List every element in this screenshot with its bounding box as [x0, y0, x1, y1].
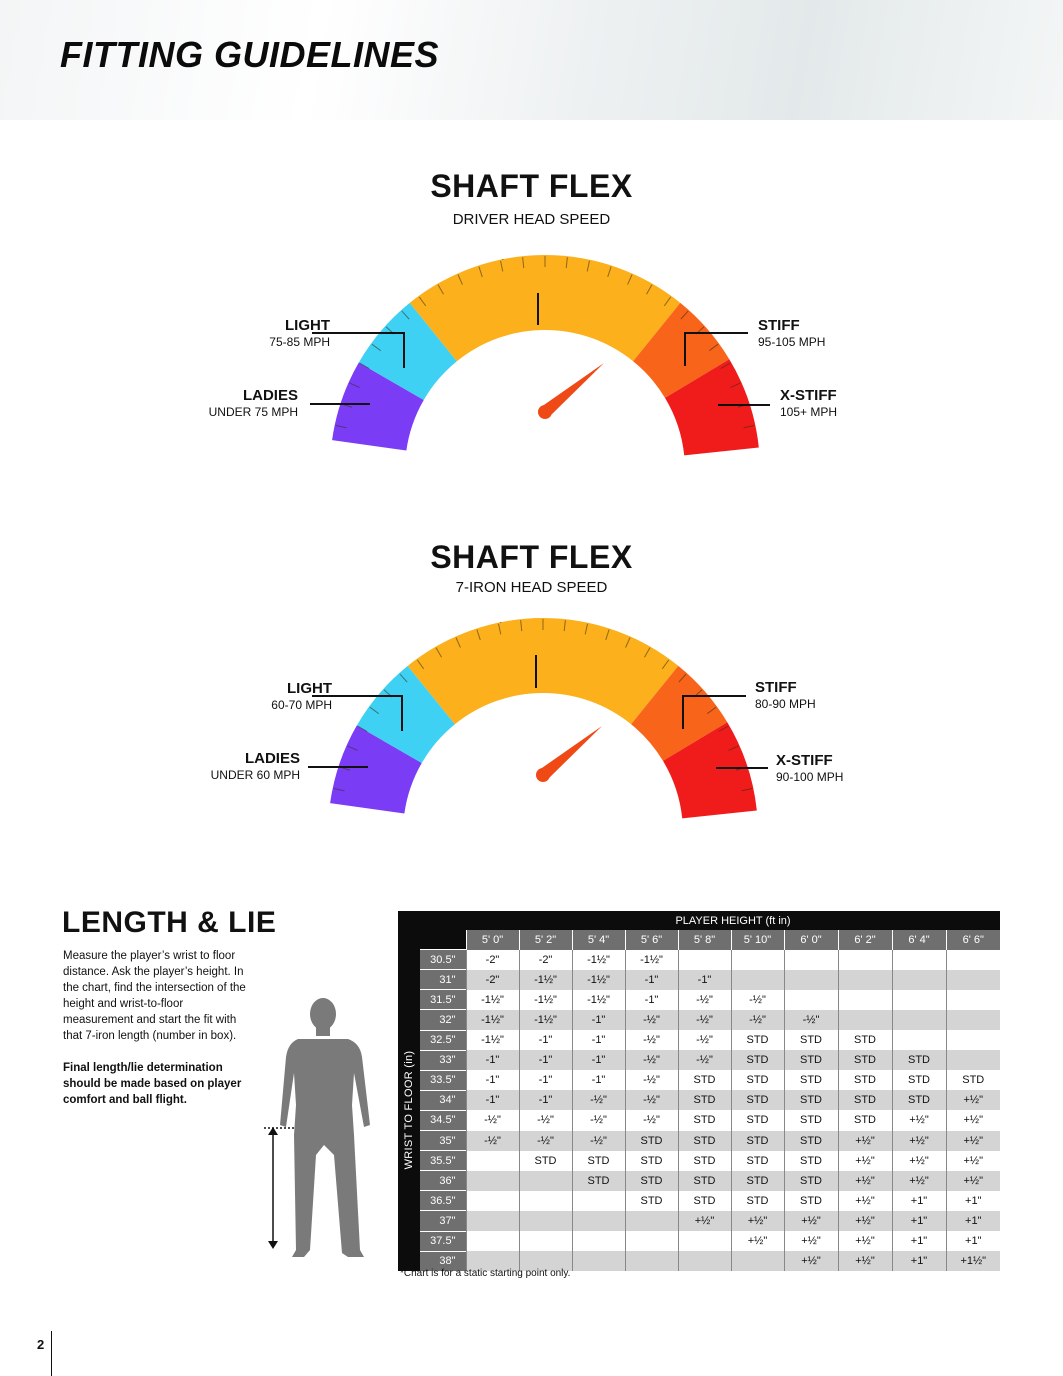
table-cell: STD — [572, 1151, 625, 1171]
table-cell: STD — [678, 1191, 731, 1211]
stiff-range: 80-90 MPH — [755, 697, 816, 711]
table-cell: -1½" — [519, 1010, 572, 1030]
table-cell: +1½" — [946, 1251, 1000, 1271]
x-stiff-label: X-STIFF — [780, 387, 837, 404]
table-cell: -1" — [572, 1030, 625, 1050]
table-cell: -1½" — [519, 970, 572, 990]
table-cell: +½" — [731, 1231, 784, 1251]
table-cell — [784, 950, 838, 970]
table-cell: -½" — [784, 1010, 838, 1030]
ladies-label: LADIES — [244, 750, 300, 767]
table-cell: -1½" — [572, 950, 625, 970]
table-cell: -1" — [678, 970, 731, 990]
row-header: 31" — [420, 970, 466, 990]
table-cell: -1" — [572, 1050, 625, 1070]
table-cell — [625, 1231, 678, 1251]
player-height-header: PLAYER HEIGHT (ft in) — [466, 911, 1000, 930]
table-cell: -½" — [466, 1131, 519, 1151]
table-cell: +½" — [892, 1171, 946, 1191]
table-cell — [731, 950, 784, 970]
table-cell: STD — [731, 1151, 784, 1171]
table-cell — [519, 1211, 572, 1231]
table-cell: -2" — [519, 950, 572, 970]
table-corner — [398, 911, 466, 930]
table-cell: STD — [784, 1030, 838, 1050]
table-corner — [398, 930, 466, 950]
light-range: 60-70 MPH — [271, 698, 332, 712]
row-header: 38" — [420, 1251, 466, 1271]
table-cell: -½" — [678, 990, 731, 1010]
row-header: 36" — [420, 1171, 466, 1191]
table-cell: STD — [838, 1050, 892, 1070]
column-header: 5' 2" — [519, 930, 572, 950]
table-cell: STD — [838, 1110, 892, 1130]
table-cell: -2" — [466, 970, 519, 990]
table-cell — [892, 1030, 946, 1050]
table-cell — [838, 1010, 892, 1030]
ladies-label: LADIES — [242, 387, 298, 404]
table-cell: +½" — [731, 1211, 784, 1231]
light-label: LIGHT — [287, 680, 332, 697]
ladies-range: UNDER 75 MPH — [208, 405, 298, 419]
gauge-subtitle: DRIVER HEAD SPEED — [452, 211, 611, 228]
column-header: 5' 10" — [731, 930, 784, 950]
table-cell — [572, 1231, 625, 1251]
table-cell: -½" — [625, 1010, 678, 1030]
row-header: 33" — [420, 1050, 466, 1070]
row-header: 32" — [420, 1010, 466, 1030]
table-cell: -½" — [731, 1010, 784, 1030]
table-body — [398, 950, 1000, 1271]
table-cell: -1½" — [519, 990, 572, 1010]
table-cell: STD — [731, 1090, 784, 1110]
table-cell: +½" — [946, 1151, 1000, 1171]
table-cell: -1" — [519, 1090, 572, 1110]
table-cell: STD — [731, 1191, 784, 1211]
table-cell: +1" — [892, 1251, 946, 1271]
table-cell: -½" — [466, 1110, 519, 1130]
table-cell — [838, 950, 892, 970]
table-cell — [946, 990, 1000, 1010]
table-row — [398, 950, 1000, 970]
row-header: 33.5" — [420, 1070, 466, 1090]
table-cell: +½" — [838, 1231, 892, 1251]
table-cell — [946, 970, 1000, 990]
table-cell: STD — [784, 1151, 838, 1171]
table-cell: +½" — [838, 1191, 892, 1211]
table-row — [398, 1231, 1000, 1251]
table-cell: -1" — [466, 1070, 519, 1090]
ladies-range: UNDER 60 MPH — [210, 768, 300, 782]
table-cell: STD — [731, 1030, 784, 1050]
gauge-title: SHAFT FLEX — [430, 168, 633, 204]
table-row — [398, 1131, 1000, 1151]
row-header: 36.5" — [420, 1191, 466, 1211]
table-cell: STD — [678, 1070, 731, 1090]
table-cell: -½" — [625, 1030, 678, 1050]
table-cell: STD — [731, 1171, 784, 1191]
table-cell: -1" — [572, 1070, 625, 1090]
page-number: 2 — [37, 1337, 45, 1352]
column-header: 6' 6" — [946, 930, 1000, 950]
length-lie-note: Final length/lie determination should be made based on player comfort and ball flight. — [63, 1062, 242, 1106]
table-cell — [784, 970, 838, 990]
table-cell: +½" — [892, 1110, 946, 1130]
table-cell — [838, 990, 892, 1010]
table-cell — [678, 1251, 731, 1271]
table-cell: STD — [731, 1070, 784, 1090]
light-label: LIGHT — [285, 317, 330, 334]
table-cell — [838, 970, 892, 990]
golfer-silhouette-icon — [260, 995, 380, 1260]
table-cell: +1" — [892, 1211, 946, 1231]
stiff-label: STIFF — [758, 317, 800, 334]
length-lie-table — [398, 911, 1000, 1271]
table-row — [398, 1191, 1000, 1211]
table-row — [398, 1010, 1000, 1030]
table-cell: -½" — [678, 1050, 731, 1070]
column-header-row — [398, 930, 1000, 950]
table-cell: -2" — [466, 950, 519, 970]
page-divider — [51, 1331, 52, 1376]
table-cell — [731, 1251, 784, 1271]
length-lie-title: LENGTH & LIE — [62, 906, 277, 939]
table-cell — [625, 1251, 678, 1271]
table-row — [398, 1151, 1000, 1171]
table-cell: -1" — [519, 1030, 572, 1050]
table-cell: -½" — [678, 1010, 731, 1030]
table-row — [398, 1070, 1000, 1090]
table-cell: STD — [625, 1151, 678, 1171]
table-cell: STD — [625, 1171, 678, 1191]
table-cell: -½" — [625, 1050, 678, 1070]
table-cell: -½" — [731, 990, 784, 1010]
table-cell: STD — [731, 1050, 784, 1070]
table-cell: +½" — [946, 1171, 1000, 1191]
table-cell — [466, 1151, 519, 1171]
table-cell: +½" — [784, 1231, 838, 1251]
table-cell: +½" — [838, 1211, 892, 1231]
table-cell: +½" — [678, 1211, 731, 1231]
table-cell: -1½" — [466, 1010, 519, 1030]
table-cell: -1" — [519, 1050, 572, 1070]
table-cell: -½" — [519, 1110, 572, 1130]
row-header: 31.5" — [420, 990, 466, 1010]
x-stiff-range: 105+ MPH — [780, 405, 838, 419]
row-header: 37.5" — [420, 1231, 466, 1251]
row-header: 37" — [420, 1211, 466, 1231]
table-cell — [946, 1030, 1000, 1050]
table-cell — [466, 1191, 519, 1211]
table-cell — [892, 970, 946, 990]
table-row — [398, 970, 1000, 990]
table-cell: +1" — [946, 1211, 1000, 1231]
table-cell: +½" — [946, 1131, 1000, 1151]
table-cell: STD — [678, 1131, 731, 1151]
table-cell — [572, 1251, 625, 1271]
table-row — [398, 1171, 1000, 1191]
table-cell: -½" — [572, 1131, 625, 1151]
wrist-to-floor-text: WRIST TO FLOOR (in) — [403, 1050, 415, 1170]
table-row — [398, 1110, 1000, 1130]
column-header: 5' 6" — [625, 930, 678, 950]
table-cell: +1" — [892, 1191, 946, 1211]
table-cell: STD — [838, 1030, 892, 1050]
table-cell: STD — [946, 1070, 1000, 1090]
table-cell — [946, 950, 1000, 970]
table-cell: STD — [678, 1110, 731, 1130]
table-cell: STD — [678, 1171, 731, 1191]
table-cell — [466, 1231, 519, 1251]
table-cell: -½" — [625, 1070, 678, 1090]
row-header: 35" — [420, 1131, 466, 1151]
table-cell: -1½" — [466, 990, 519, 1010]
table-cell: STD — [838, 1070, 892, 1090]
table-cell: STD — [838, 1090, 892, 1110]
table-cell: STD — [784, 1070, 838, 1090]
table-cell: +½" — [946, 1090, 1000, 1110]
table-cell: STD — [784, 1090, 838, 1110]
x-stiff-label: X-STIFF — [776, 752, 833, 769]
table-cell: -1" — [519, 1070, 572, 1090]
table-cell — [678, 1231, 731, 1251]
table-cell: STD — [625, 1131, 678, 1151]
table-cell: +½" — [838, 1131, 892, 1151]
column-header: 6' 0" — [784, 930, 838, 950]
table-cell: -1" — [572, 1010, 625, 1030]
table-cell — [784, 990, 838, 1010]
gauge-subtitle: 7-IRON HEAD SPEED — [455, 579, 608, 596]
table-cell: -½" — [519, 1131, 572, 1151]
x-stiff-range: 90-100 MPH — [776, 770, 844, 784]
table-cell: +½" — [946, 1110, 1000, 1130]
table-cell: STD — [678, 1151, 731, 1171]
table-cell: +½" — [892, 1131, 946, 1151]
table-cell: STD — [678, 1090, 731, 1110]
table-cell — [731, 970, 784, 990]
page-title: FITTING GUIDELINES — [60, 34, 440, 75]
table-cell: +½" — [838, 1171, 892, 1191]
row-header: 35.5" — [420, 1151, 466, 1171]
table-cell: STD — [784, 1171, 838, 1191]
table-cell — [519, 1231, 572, 1251]
table-cell: -1" — [466, 1050, 519, 1070]
column-header: 5' 8" — [678, 930, 731, 950]
table-row — [398, 1030, 1000, 1050]
table-cell: STD — [784, 1191, 838, 1211]
table-cell — [466, 1171, 519, 1191]
table-cell: +½" — [838, 1151, 892, 1171]
table-row — [398, 1090, 1000, 1110]
length-lie-description: Measure the player’s wrist to floor distance. Ask the player’s height. In the chart, find the intersection of the height and wrist-to-floor measurement and start the fit with that 7-iron length (number in box). — [63, 950, 246, 1042]
table-cell: STD — [784, 1131, 838, 1151]
table-row — [398, 990, 1000, 1010]
table-cell: -1" — [625, 990, 678, 1010]
table-cell: -½" — [625, 1090, 678, 1110]
table-cell: +½" — [784, 1251, 838, 1271]
table-cell: STD — [892, 1050, 946, 1070]
table-cell: STD — [731, 1131, 784, 1151]
table-row — [398, 1211, 1000, 1231]
row-header: 34.5" — [420, 1110, 466, 1130]
table-cell: STD — [784, 1050, 838, 1070]
table-cell — [466, 1211, 519, 1231]
table-cell — [572, 1211, 625, 1231]
table-cell: STD — [572, 1171, 625, 1191]
table-cell: -½" — [572, 1110, 625, 1130]
table-cell: STD — [892, 1090, 946, 1110]
needle-hub — [536, 768, 550, 782]
table-cell — [892, 990, 946, 1010]
table-footnote: *Chart is for a static starting point only. — [400, 1268, 571, 1279]
table-cell: +1" — [946, 1231, 1000, 1251]
table-cell — [572, 1191, 625, 1211]
table-cell: -½" — [572, 1090, 625, 1110]
table-cell — [892, 950, 946, 970]
table-cell: +1" — [892, 1231, 946, 1251]
table-row — [398, 1050, 1000, 1070]
table-cell — [519, 1191, 572, 1211]
table-cell: -1½" — [572, 990, 625, 1010]
table-cell: STD — [519, 1151, 572, 1171]
table-cell: -1½" — [466, 1030, 519, 1050]
table-cell: -1½" — [572, 970, 625, 990]
wrist-to-floor-label — [398, 950, 420, 1271]
table-cell: STD — [625, 1191, 678, 1211]
table-cell: +1" — [946, 1191, 1000, 1211]
table-cell: -½" — [625, 1110, 678, 1130]
light-range: 75-85 MPH — [269, 335, 330, 349]
stiff-label: STIFF — [755, 679, 797, 696]
column-header: 5' 0" — [466, 930, 519, 950]
column-header: 5' 4" — [572, 930, 625, 950]
row-header: 34" — [420, 1090, 466, 1110]
table-cell: STD — [731, 1110, 784, 1130]
table-cell: STD — [784, 1110, 838, 1130]
table-cell — [625, 1211, 678, 1231]
table-cell — [946, 1010, 1000, 1030]
table-cell: -½" — [678, 1030, 731, 1050]
row-header: 30.5" — [420, 950, 466, 970]
table-cell — [519, 1171, 572, 1191]
table-cell — [946, 1050, 1000, 1070]
table-cell — [892, 1010, 946, 1030]
table-cell: -1" — [466, 1090, 519, 1110]
gauge-title: SHAFT FLEX — [430, 539, 633, 575]
column-header: 6' 4" — [892, 930, 946, 950]
column-header: 6' 2" — [838, 930, 892, 950]
table-cell: -1½" — [625, 950, 678, 970]
segment-regular — [408, 618, 679, 724]
row-header: 32.5" — [420, 1030, 466, 1050]
table-cell: +½" — [892, 1151, 946, 1171]
stiff-range: 95-105 MPH — [758, 335, 826, 349]
table-cell — [678, 950, 731, 970]
table-cell: +½" — [784, 1211, 838, 1231]
table-cell: STD — [892, 1070, 946, 1090]
table-cell: +½" — [838, 1251, 892, 1271]
table-cell: -1" — [625, 970, 678, 990]
